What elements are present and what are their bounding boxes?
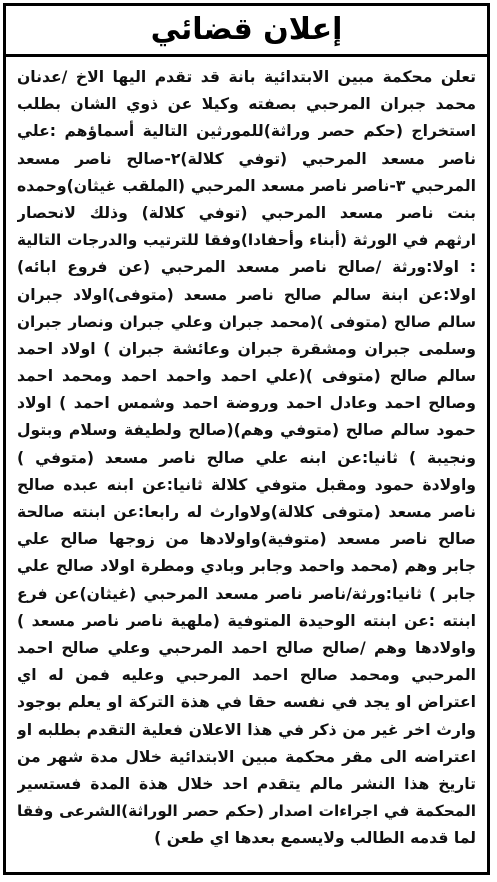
notice-line: المرحبي ومحمد صالح احمد المرحبي وعليه فمن له اي	[17, 666, 476, 685]
notice-line: محمد جبران المرحبي بصفته وكيلا عن ذوي الشان بطلب	[17, 95, 476, 114]
notice-line: جابر وهم (محمد واحمد وجابر وبادي ومطرة اولاد صالح علي	[17, 557, 476, 576]
notice-line: ابنته :عن ابنته الوحيدة المتوفية (ملهية ناصر ناصر مسعد )	[17, 611, 476, 630]
notice-line: تعلن محكمة مبين الابتدائية بانة قد تقدم اليها الاخ /عدنان	[17, 68, 476, 86]
notice-header	[6, 6, 487, 57]
notice-line: وسلمى جبران ومشقرة جبران وعائشة جبران ) اولاد احمد	[17, 339, 476, 358]
notice-line: وصالح احمد وعادل احمد وروضة احمد وشمس احمد ) اولاد	[17, 394, 476, 413]
notice-line: بنت ناصر مسعد المرحبي (توفي كلالة) وذلك لانحصار	[17, 203, 476, 222]
notice-line: : اولا:ورثة /صالح ناصر مسعد المرحبي (عن فروع ابائه)	[17, 258, 476, 277]
notice-line: تاريخ هذا النشر مالم يتقدم احد خلال هذة المدة فستسير	[17, 774, 476, 793]
notice-frame	[3, 3, 490, 875]
notice-line: المحكمة في اجراءات اصدار (حكم حصر الوراثة)الشرعى وفقا	[17, 802, 476, 821]
notice-line-last: لما قدمه الطالب ولايسمع بعدها اي طعن )	[154, 829, 476, 848]
notice-line: وارث اخر غير من ذكر في هذا الاعلان فعلية التقدم بطلبه او	[17, 720, 476, 739]
notice-line: صالح ناصر مسعد (متوفية)واولادها من زوجها صالح علي	[17, 530, 476, 549]
notice-line: جابر ) ثانيا:ورثة/ناصر ناصر مسعد المرحبي (غيثان)عن فرع	[17, 584, 476, 603]
notice-line: ارثهم في الورثة (أبناء وأحفادا)وفقا للترتيب والدرجات التالية	[17, 231, 476, 250]
notice-line: ناصر مسعد (متوفى كلالة)ولاوارث له رابعا:عن ابنته صالحة	[17, 503, 476, 521]
notice-line: واولادها وهم /صالح صالح احمد المرحبي وعلي صالح احمد	[17, 638, 476, 657]
notice-line: حمود سالم صالح (متوفي وهم)(صالح ولطيفة وسلام وبتول	[17, 421, 476, 440]
notice-line: اولا:عن ابنة سالم صالح ناصر مسعد (متوفى)اولاد جبران	[17, 285, 476, 304]
notice-body	[6, 57, 487, 852]
notice-line: سالم صالح (متوفى )(علي احمد واحمد احمد ومحمد احمد	[17, 367, 476, 386]
notice-line: ونجيبة ) ثانيا:عن ابنه علي صالح ناصر مسعد (متوفي )	[17, 448, 476, 467]
notice-line: المرحبي ٣-ناصر ناصر مسعد المرحبي (الملقب غيثان)وحمده	[17, 176, 476, 195]
notice-line: ناصر مسعد المرحبي (توفي كلالة)٢-صالح ناصر مسعد	[17, 149, 476, 168]
notice-title: إعلان قضائي	[150, 12, 343, 47]
notice-line: اعتراض او يجد في نفسه حقا في هذة التركة او يعلم بوجود	[17, 693, 476, 712]
notice-line: اعتراضه الى مقر محكمة مبين الابتدائية خلال مدة شهر من	[17, 747, 476, 766]
notice-line: استخراج (حكم حصر وراثة)للمورثين التالية أسماؤهم :علي	[17, 122, 476, 141]
notice-line: واولادة حمود ومقبل متوفي كلالة ثانيا:عن ابنه عبده صالح	[17, 475, 476, 494]
notice-line: سالم صالح (متوفى )(محمد جبران وعلي جبران ونصار جبران	[17, 312, 476, 331]
